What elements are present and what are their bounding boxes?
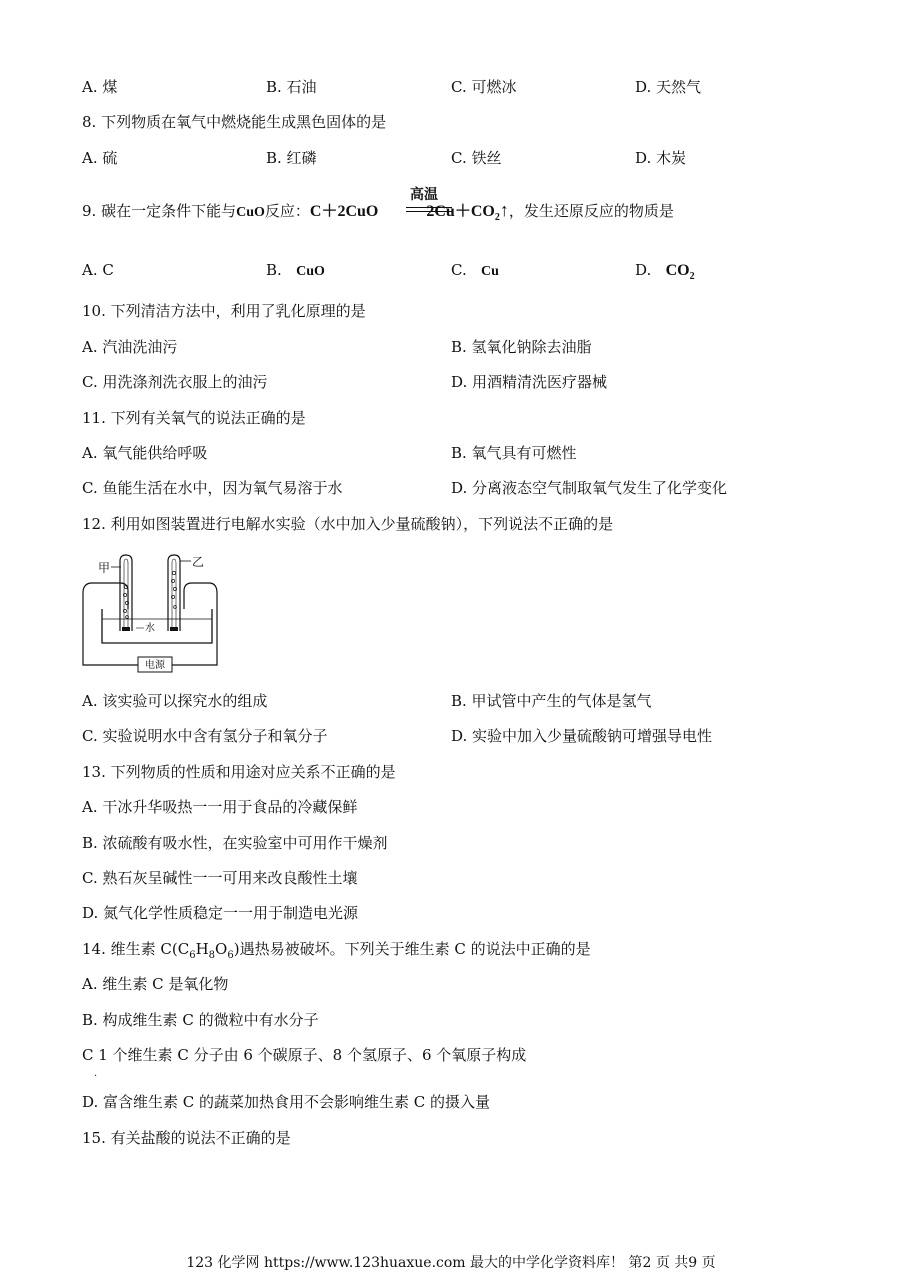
q9-option-c-label: C. — [451, 261, 467, 279]
q9-eq-left: C＋2CuO — [309, 203, 379, 220]
q14-sub-h: 8 — [208, 950, 216, 961]
q9-option-c-formula: Cu — [481, 264, 499, 279]
test-tube-yi-inner — [172, 559, 176, 631]
q14-sub-o: 6 — [227, 950, 234, 961]
q9-option-a: A. C — [82, 261, 114, 279]
q12-option-c: C. 实验说明水中含有氢分子和氧分子 — [82, 727, 328, 745]
q12-option-a: A. 该实验可以探究水的组成 — [82, 692, 268, 710]
q7-option-b: B. 石油 — [266, 78, 317, 96]
q13-option-d: D. 氮气化学性质稳定一一用于制造电光源 — [82, 904, 359, 922]
q9-cuo-formula: CuO — [236, 205, 265, 220]
q14-option-d: D. 富含维生素 C 的蔬菜加热食用不会影响维生素 C 的摄入量 — [82, 1093, 491, 1111]
q10-option-d: D. 用酒精清洗医疗器械 — [451, 373, 608, 391]
test-tube-jia — [120, 555, 132, 631]
q10-stem: 10. 下列清洁方法中，利用了乳化原理的是 — [82, 302, 366, 320]
power-source-label: 电源 — [145, 660, 165, 671]
q8-option-a: A. 硫 — [82, 149, 118, 167]
q9-option-b-label: B. — [266, 261, 282, 279]
q12-stem: 12. 利用如图装置进行电解水实验（水中加入少量硫酸钠），下列说法不正确的是 — [82, 515, 614, 533]
q9-eq-bar-top — [406, 207, 452, 208]
q13-stem: 13. 下列物质的性质和用途对应关系不正确的是 — [82, 763, 396, 781]
q10-option-a: A. 汽油洗油污 — [82, 338, 178, 356]
q13-option-a: A. 干冰升华吸热一一用于食品的冷藏保鲜 — [82, 798, 358, 816]
electrode-right — [170, 627, 178, 631]
q7-option-d: D. 天然气 — [635, 78, 702, 96]
q13-option-b: B. 浓硫酸有吸水性，在实验室中可用作干燥剂 — [82, 834, 388, 852]
page-footer: 123 化学网 https://www.123huaxue.com 最大的中学化学资料库！ 第2 页 共9 页 — [186, 1255, 716, 1271]
electrolysis-apparatus-figure — [80, 551, 230, 675]
q11-option-d: D. 分离液态空气制取氧气发生了化学变化 — [451, 479, 728, 497]
q9-stem — [82, 200, 674, 228]
q11-option-b: B. 氧气具有可燃性 — [451, 444, 577, 462]
q13-option-c: C. 熟石灰呈碱性一一可用来改良酸性土壤 — [82, 869, 358, 887]
q9-option-b — [266, 260, 325, 282]
q8-option-b: B. 红磷 — [266, 149, 317, 167]
q8-stem: 8. 下列物质在氧气中燃烧能生成黑色固体的是 — [82, 113, 387, 131]
q14-option-c-dot: . — [94, 1068, 98, 1079]
q14-option-c: C 1 个维生素 C 分子由 6 个碳原子、8 个氢原子、6 个氧原子构成 — [82, 1046, 527, 1064]
water-trough — [102, 609, 212, 643]
test-tube-yi — [168, 555, 180, 631]
q8-option-c: C. 铁丝 — [451, 149, 502, 167]
q14-option-b: B. 构成维生素 C 的微粒中有水分子 — [82, 1011, 319, 1029]
electrode-left — [122, 627, 130, 631]
q7-option-c: C. 可燃冰 — [451, 78, 517, 96]
q14-sub-c: 6 — [189, 950, 196, 961]
q9-option-d-sub: 2 — [689, 271, 695, 282]
q7-option-a: A. 煤 — [82, 78, 118, 96]
q14-stem — [82, 939, 591, 966]
q9-eq-condition: 高温 — [410, 187, 438, 203]
gas-bubbles — [123, 571, 176, 618]
q9-stem-mid: 反应： — [264, 202, 310, 220]
q10-option-b: B. 氢氧化钠除去油脂 — [451, 338, 592, 356]
q14-option-a: A. 维生素 C 是氧化物 — [82, 975, 229, 993]
q14-h: H — [195, 940, 209, 958]
label-yi: 乙 — [192, 555, 205, 569]
q11-option-c: C. 鱼能生活在水中，因为氧气易溶于水 — [82, 479, 343, 497]
q9-stem-pre: 9. 碳在一定条件下能与 — [82, 202, 237, 220]
q9-eq-right-sub: 2 — [494, 212, 500, 223]
q9-gas-arrow: ↑ — [499, 200, 509, 220]
q9-eq-bar-bottom — [406, 211, 452, 212]
circuit-wire-left — [83, 583, 138, 665]
water-label: 水 — [145, 623, 155, 634]
q12-option-b: B. 甲试管中产生的气体是氢气 — [451, 692, 652, 710]
q14-stem-post: )遇热易被破坏。下列关于维生素 C 的说法中正确的是 — [233, 940, 591, 958]
q8-option-d: D. 木炭 — [635, 149, 687, 167]
q11-option-a: A. 氧气能供给呼吸 — [82, 444, 208, 462]
q14-stem-pre: 14. 维生素 C(C — [82, 940, 190, 958]
q9-eq-right: 2Cu＋CO — [426, 203, 495, 220]
q9-option-b-formula: CuO — [296, 264, 325, 279]
q12-option-d: D. 实验中加入少量硫酸钠可增强导电性 — [451, 727, 713, 745]
q15-stem: 15. 有关盐酸的说法不正确的是 — [82, 1129, 291, 1147]
q9-option-d-label: D. — [635, 261, 652, 279]
q9-option-c — [451, 260, 499, 282]
q9-option-d — [635, 260, 695, 287]
q10-option-c: C. 用洗涤剂洗衣服上的油污 — [82, 373, 268, 391]
circuit-wire-right — [172, 583, 217, 665]
label-jia: 甲 — [98, 561, 111, 575]
q9-stem-post: ，发生还原反应的物质是 — [508, 202, 674, 220]
q9-option-d-formula: CO — [665, 262, 690, 279]
q14-o: O — [215, 940, 228, 958]
q11-stem: 11. 下列有关氧气的说法正确的是 — [82, 409, 306, 427]
